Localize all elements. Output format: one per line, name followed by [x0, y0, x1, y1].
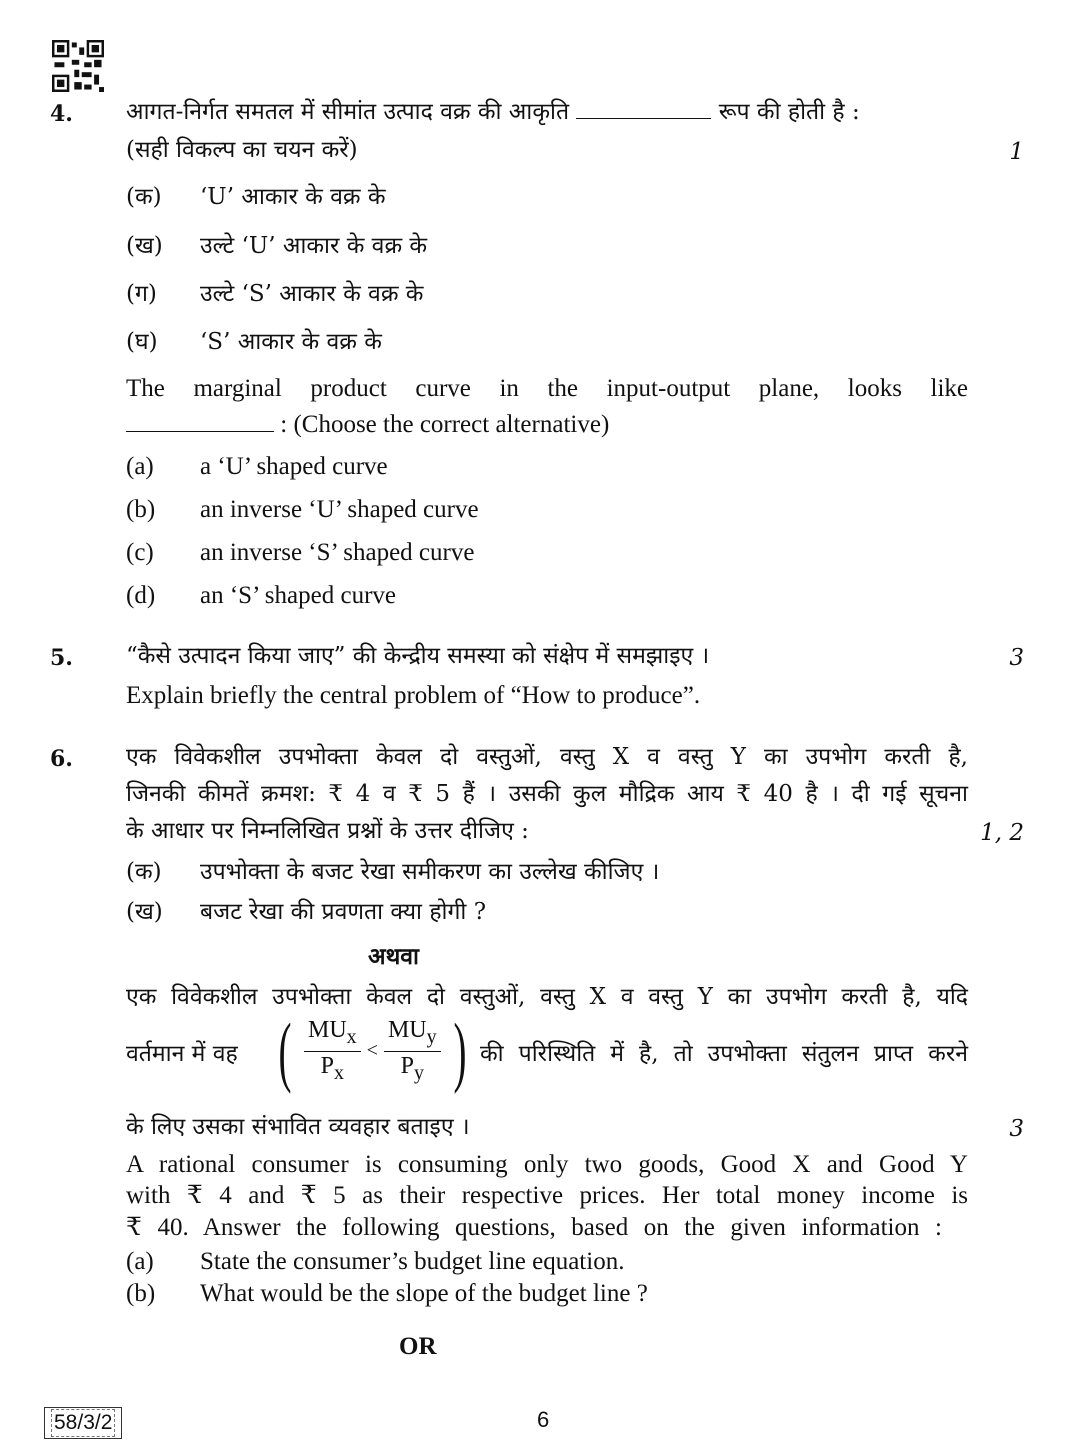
option-label: (ग) [126, 281, 157, 307]
q6-alt-line-2-post: की परिस्थिति में है, तो उपभोक्ता संतुलन प्राप्त करने [480, 1041, 968, 1067]
option-text: a ‘U’ shaped curve [200, 453, 388, 480]
option-text: an ‘S’ shaped curve [200, 582, 396, 609]
option-label: (घ) [126, 329, 158, 355]
option-label: (क) [126, 184, 162, 210]
option-label: (d) [126, 582, 156, 609]
option-label: (b) [126, 1280, 156, 1307]
or-heading-english: OR [399, 1333, 437, 1360]
option-text: ‘U’ आकार के वक्र के [200, 184, 386, 210]
paper-code: 58/3/2 [44, 1407, 122, 1439]
question-number: 5. [50, 645, 73, 671]
q6-alt-line-2-pre: वर्तमान में वह [126, 1041, 238, 1067]
option-label: (c) [126, 539, 154, 566]
q6-hindi-line-2: जिनकी कीमतें क्रमश: ₹ 4 व ₹ 5 हैं । उसकी कुल मौद्रिक आय ₹ 40 है । दी गई सूचना [126, 781, 968, 807]
option-text: उल्टे ‘U’ आकार के वक्र के [200, 233, 428, 259]
less-than-sign: < [366, 1039, 378, 1062]
q6-hindi-line-1: एक विवेकशील उपभोक्ता केवल दो वस्तुओं, वस्तु X व वस्तु Y का उपभोग करती है, [126, 744, 968, 770]
marks: 1, 2 [980, 820, 1024, 846]
q4-hindi-line-1: आगत-निर्गत समतल में सीमांत उत्पाद वक्र की आकृति रूप की होती है : [126, 99, 860, 125]
option-text: ‘S’ आकार के वक्र के [200, 329, 382, 355]
option-label: (a) [126, 1248, 154, 1275]
qr-code-icon [52, 40, 104, 92]
left-paren: ( [278, 1007, 292, 1094]
option-text: बजट रेखा की प्रवणता क्या होगी ? [200, 899, 487, 925]
option-label: (क) [126, 859, 162, 885]
utility-ratio-formula [272, 1007, 473, 1104]
marks: 3 [1009, 1116, 1024, 1142]
q5-hindi: “कैसे उत्पादन किया जाए” की केन्द्रीय समस्या को संक्षेप में समझाइए । [126, 643, 710, 669]
q6-english-line-1: A rational consumer is consuming only two goods, Good X and Good Y [126, 1151, 968, 1178]
page-number: 6 [537, 1407, 550, 1432]
question-number: 4. [50, 101, 73, 127]
q6-english-line-2: with ₹ 4 and ₹ 5 as their respective prices. Her total money income is [126, 1182, 968, 1209]
option-label: (ख) [126, 899, 163, 925]
marks: 3 [1009, 645, 1024, 671]
q4-hindi-line-2: (सही विकल्प का चयन करें) [126, 137, 358, 163]
q6-alt-line-1: एक विवेकशील उपभोक्ता केवल दो वस्तुओं, वस्तु X व वस्तु Y का उपभोग करती है, यदि [126, 984, 968, 1010]
or-heading-hindi: अथवा [368, 943, 420, 970]
q4-english-line-1: The marginal product curve in the input-output plane, looks like [126, 375, 968, 402]
q6-alt-line-3: के लिए उसका संभावित व्यवहार बताइए । [126, 1114, 470, 1140]
fraction-y: $\frac{MU_y}{P_y}$ [384, 1016, 441, 1087]
option-text: What would be the slope of the budget line ? [200, 1280, 648, 1307]
option-text: an inverse ‘S’ shaped curve [200, 539, 475, 566]
marks: 1 [1009, 139, 1024, 165]
option-label: (ख) [126, 233, 163, 259]
option-text: State the consumer’s budget line equation. [200, 1248, 625, 1275]
option-label: (a) [126, 453, 154, 480]
fraction-x: $\frac{MU_x}{P_x}$ [304, 1016, 361, 1087]
question-number: 6. [50, 746, 73, 772]
option-label: (b) [126, 496, 156, 523]
option-text: उल्टे ‘S’ आकार के वक्र के [200, 281, 424, 307]
right-paren: ) [453, 1007, 467, 1094]
q6-hindi-line-3: के आधार पर निम्नलिखित प्रश्नों के उत्तर दीजिए : [126, 818, 529, 844]
q4-english-line-2: : (Choose the correct alternative) [126, 410, 609, 440]
option-text: an inverse ‘U’ shaped curve [200, 496, 479, 523]
option-text: उपभोक्ता के बजट रेखा समीकरण का उल्लेख कीजिए । [200, 859, 660, 885]
answer-blank [576, 100, 711, 119]
answer-blank [126, 413, 274, 432]
q6-english-line-3: ₹ 40. Answer the following questions, based on the given information : [126, 1214, 942, 1241]
q5-english: Explain briefly the central problem of “How to produce”. [126, 682, 701, 709]
